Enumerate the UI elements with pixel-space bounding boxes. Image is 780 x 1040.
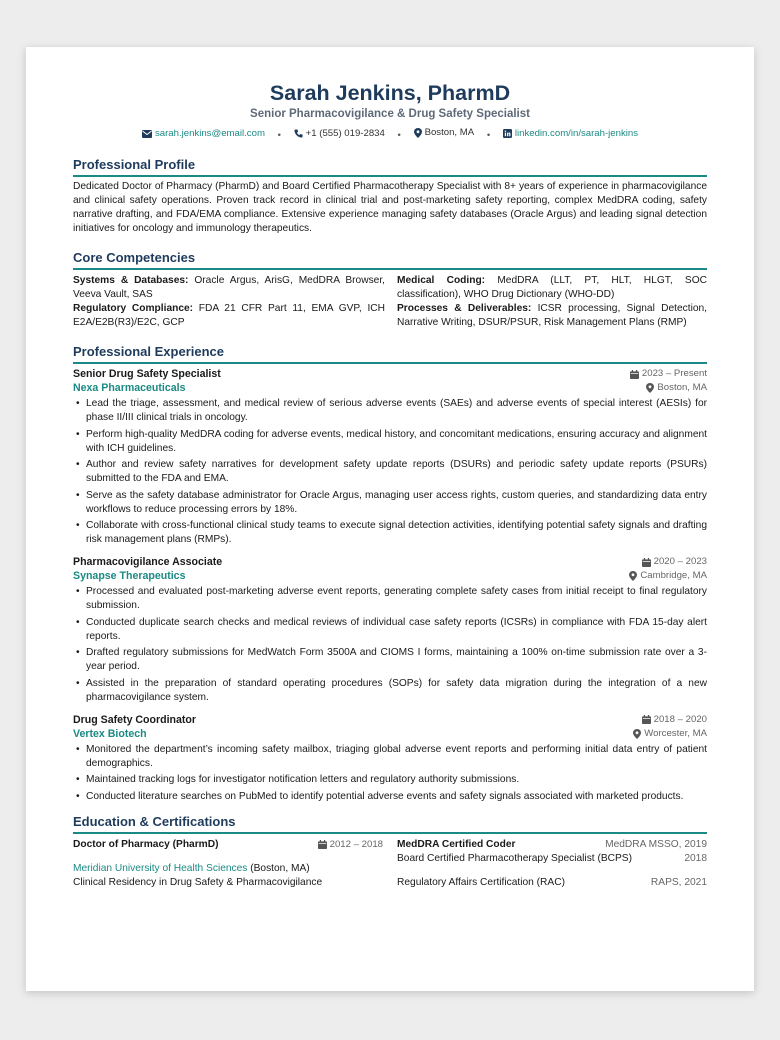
competency-item xyxy=(73,302,385,330)
map-pin-icon xyxy=(629,571,637,581)
cert-name: MedDRA Certified Coder xyxy=(397,838,516,850)
contact-separator: • xyxy=(486,130,491,141)
candidate-title: Senior Pharmacovigilance & Drug Safety Specialist xyxy=(250,108,530,120)
job-location xyxy=(633,727,707,741)
school-name: Meridian University of Health Sciences xyxy=(73,862,248,874)
date-range: 2020 – 2023 xyxy=(653,556,707,567)
job-entry xyxy=(73,713,707,804)
bullet-item: • Conducted literature searches on PubMed to identify potential adverse events and safety signals associated with marketed products. xyxy=(73,790,707,804)
job-location xyxy=(629,569,707,583)
competency-item xyxy=(397,274,707,302)
cert-issuer: RAPS, 2021 xyxy=(650,876,707,888)
competency-text: ICSR processing, Signal Detection, Narrative Writing, DSUR/PSUR, Risk Management Plans (RMP) xyxy=(397,303,707,328)
section-heading: Professional Profile xyxy=(73,157,707,177)
email-link[interactable]: sarah.jenkins@email.com xyxy=(154,128,265,139)
section-heading: Education & Certifications xyxy=(73,814,707,834)
date-range: 2018 – 2020 xyxy=(653,713,707,725)
bullet-item: • Conducted duplicate search checks and medical reviews of individual case safety reports (ICSRs) in compliance with FDA 15-day alert reports. xyxy=(73,616,707,644)
competency-item xyxy=(397,302,707,330)
bullet-item: • Processed and evaluated post-marketing adverse event reports, generating complete safety cases from initial receipt to final regulatory submission. xyxy=(73,585,707,613)
job-title: Senior Drug Safety Specialist xyxy=(73,368,221,380)
date-range: 2023 – Present xyxy=(641,368,707,379)
resume-page xyxy=(26,47,754,991)
location-text: Boston, MA xyxy=(424,127,475,138)
bullet-item: • Collaborate with cross-functional clinical study teams to execute signal detection activities, identifying potential safety signals and drafting risk management plans (RMPs). xyxy=(73,519,707,547)
cert-issuer: 2018 xyxy=(684,852,707,864)
competencies-section xyxy=(73,250,707,330)
contact-separator: • xyxy=(397,130,401,141)
competency-text: FDA 21 CFR Part 11, EMA GVP, ICH E2A/E2B(R3)/E2C, GCP xyxy=(73,303,385,328)
map-pin-icon xyxy=(633,729,641,739)
school-line xyxy=(73,862,383,876)
bullet-item: • Monitored the department’s incoming safety mailbox, triaging global adverse event reports and performing initial data entry of patient demographics. xyxy=(73,743,707,771)
school-location: (Boston, MA) xyxy=(247,862,310,874)
company-name: Nexa Pharmaceuticals xyxy=(73,382,186,394)
contact-separator: • xyxy=(277,130,281,141)
competency-label: Medical Coding: xyxy=(397,275,486,286)
calendar-icon xyxy=(630,370,639,379)
job-title: Pharmacovigilance Associate xyxy=(73,556,223,568)
competency-label: Processes & Deliverables: xyxy=(397,303,532,314)
job-location xyxy=(646,381,707,395)
cert-name: Board Certified Pharmacotherapy Specialist (BCPS) xyxy=(397,852,632,864)
location-text: Cambridge, MA xyxy=(640,570,707,581)
cert-name: Regulatory Affairs Certification (RAC) xyxy=(397,876,565,888)
date-range: 2012 – 2018 xyxy=(329,838,383,850)
job-dates xyxy=(642,713,707,727)
cert-item xyxy=(397,876,707,890)
job-title: Drug Safety Coordinator xyxy=(73,713,197,726)
job-entry xyxy=(73,367,707,547)
cert-item xyxy=(397,838,707,852)
envelope-icon xyxy=(142,130,152,138)
bullet-item: • Assisted in the preparation of standard operating procedures (SOPs) for safety data migration during the integration of a new pharmacovigilance system. xyxy=(73,677,707,705)
job-bullets xyxy=(73,743,707,804)
competency-text: Oracle Argus, ArisG, MedDRA Browser, Veeva Vault, SAS xyxy=(73,275,386,300)
competency-label: Systems & Databases: xyxy=(73,275,189,286)
bullet-item: • Perform high-quality MedDRA coding for adverse events, medical history, and concomitant medications, ensuring accuracy and alignment with ICH guidelines. xyxy=(73,428,707,456)
calendar-icon xyxy=(642,558,651,567)
calendar-icon xyxy=(642,715,651,724)
degree-name: Doctor of Pharmacy (PharmD) xyxy=(73,838,219,850)
company-name: Synapse Therapeutics xyxy=(73,570,186,582)
bullet-item: • Drafted regulatory submissions for MedWatch Form 3500A and CIOMS I forms, maintaining a 100% on-time submission rate over a 3-year period. xyxy=(73,646,707,674)
company-name: Vertex Biotech xyxy=(73,727,147,740)
contact-email[interactable] xyxy=(142,127,265,141)
degree-dates xyxy=(318,838,383,852)
profile-summary: Dedicated Doctor of Pharmacy (PharmD) and Board Certified Pharmacotherapy Specialist with 8+ years of experience in pharmacovigilance and clinical safety operations. Proven track record in clinical trial and post-marketing safety reporting, complex MedDRA coding, safety narrative drafting, and FDA/EMA compliance. Extensive experience managing safety databases (Oracle Argus) and leading signal detection initiatives for oncology and immunology therapeutics. xyxy=(73,181,707,234)
location-text: Worcester, MA xyxy=(644,727,707,739)
phone-text: +1 (555) 019-2834 xyxy=(305,127,385,139)
degree-column xyxy=(73,838,383,890)
experience-section xyxy=(73,344,707,804)
certifications-column xyxy=(397,838,707,890)
linkedin-link[interactable]: linkedin.com/in/sarah-jenkins xyxy=(514,127,639,139)
bullet-item: • Maintained tracking logs for investigator notification letters and regulatory authority submissions. xyxy=(73,773,707,787)
bullet-item: • Author and review safety narratives for development safety update reports (DSURs) and periodic safety update reports (PSURs) submitted to the FDA and EMA. xyxy=(73,458,707,486)
contact-linkedin[interactable] xyxy=(503,127,638,141)
map-pin-icon xyxy=(414,128,422,138)
residency: Clinical Residency in Drug Safety & Pharmacovigilance xyxy=(73,876,323,888)
cert-issuer: MedDRA MSSO, 2019 xyxy=(605,838,707,850)
contact-location xyxy=(414,126,475,140)
cert-item xyxy=(397,852,707,866)
job-bullets xyxy=(73,397,707,547)
education-grid xyxy=(73,838,707,890)
map-pin-icon xyxy=(646,383,654,393)
candidate-name: Sarah Jenkins, PharmD xyxy=(269,81,511,105)
competency-text: MedDRA (LLT, PT, HLT, HLGT, SOC classification), WHO Drug Dictionary (WHO-DD) xyxy=(397,275,707,300)
section-heading: Professional Experience xyxy=(73,344,707,364)
competency-label: Regulatory Compliance: xyxy=(73,303,194,314)
job-dates xyxy=(642,555,707,569)
contact-bar xyxy=(73,126,707,143)
bullet-item: • Lead the triage, assessment, and medical review of serious adverse events (SAEs) and adverse events of special interest (AESIs) for phase II/III clinical trials in oncology. xyxy=(73,397,707,425)
job-bullets xyxy=(73,585,707,705)
competencies-grid xyxy=(73,274,707,330)
job-dates xyxy=(630,367,707,381)
resume-content xyxy=(73,80,707,890)
profile-section xyxy=(73,157,707,236)
job-entry xyxy=(73,555,707,705)
phone-icon xyxy=(294,129,303,138)
contact-phone xyxy=(294,127,385,141)
calendar-icon xyxy=(318,840,327,849)
location-text: Boston, MA xyxy=(657,382,707,393)
linkedin-icon xyxy=(503,129,512,138)
bullet-item: • Serve as the safety database administrator for Oracle Argus, managing user access rights, custom queries, and standardizing data entry workflows to reduce processing errors by 18%. xyxy=(73,489,707,517)
section-heading: Core Competencies xyxy=(73,250,707,270)
education-section xyxy=(73,814,707,890)
competency-item xyxy=(73,274,385,302)
